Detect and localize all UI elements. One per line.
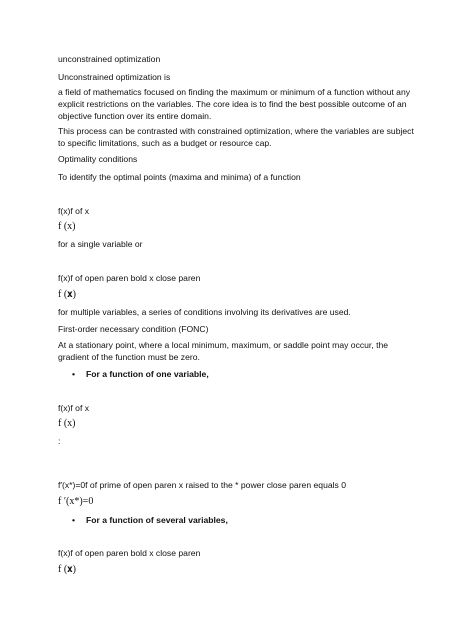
fbx-math-2: f (𝐱) (58, 564, 76, 575)
fbx-alt-text-2: f(x)f of open paren bold x close paren (58, 548, 201, 558)
fbx-alt-text: f(x)f of open paren bold x close paren (58, 273, 201, 283)
fx-alt-text-2: f(x)f of x (58, 403, 90, 413)
bullet-dot-icon: • (72, 515, 76, 525)
fx-math-2: f (x) (58, 418, 76, 429)
bullet-dot-icon: • (72, 369, 76, 379)
single-variable-text: for a single variable or (58, 239, 143, 249)
fx-math: f (x) (58, 221, 76, 232)
fonc-heading: First-order necessary condition (FONC) (58, 324, 209, 334)
optimality-intro: To identify the optimal points (maxima and minima) of a function (58, 172, 301, 182)
document-title: unconstrained optimization (58, 54, 161, 64)
fx-alt-text: f(x)f of x (58, 206, 90, 216)
optimality-heading: Optimality conditions (58, 154, 138, 164)
bullet-one-variable-text: For a function of one variable, (86, 369, 209, 379)
intro-paragraph: a field of mathematics focused on finding the maximum or minimum of a function without any explicit restrictions on the variables. The core idea is to find the best possible outcome of an objective function over its entire domain. (58, 87, 411, 121)
fonc-paragraph: At a stationary point, where a local minimum, maximum, or saddle point may occur, the gradient of the function must be zero. (58, 340, 389, 362)
fbx-math: f (𝐱) (58, 289, 76, 300)
multiple-variables-text: for multiple variables, a series of conditions involving its derivatives are used. (58, 307, 351, 317)
bullet-several-variables (72, 514, 228, 526)
contrast-paragraph: This process can be contrasted with constrained optimization, where the variables are subject to specific limitations, such as a budget or resource cap. (58, 126, 414, 148)
bullet-several-variables-text: For a function of several variables, (86, 515, 228, 525)
fprime-math: f ′(x*)=0 (58, 496, 94, 507)
fprime-alt-text: f′(x*)=0f of prime of open paren x raised to the * power close paren equals 0 (58, 480, 346, 490)
colon-text: : (58, 436, 61, 446)
bullet-one-variable (72, 368, 209, 380)
section-heading: Unconstrained optimization is (58, 72, 171, 82)
